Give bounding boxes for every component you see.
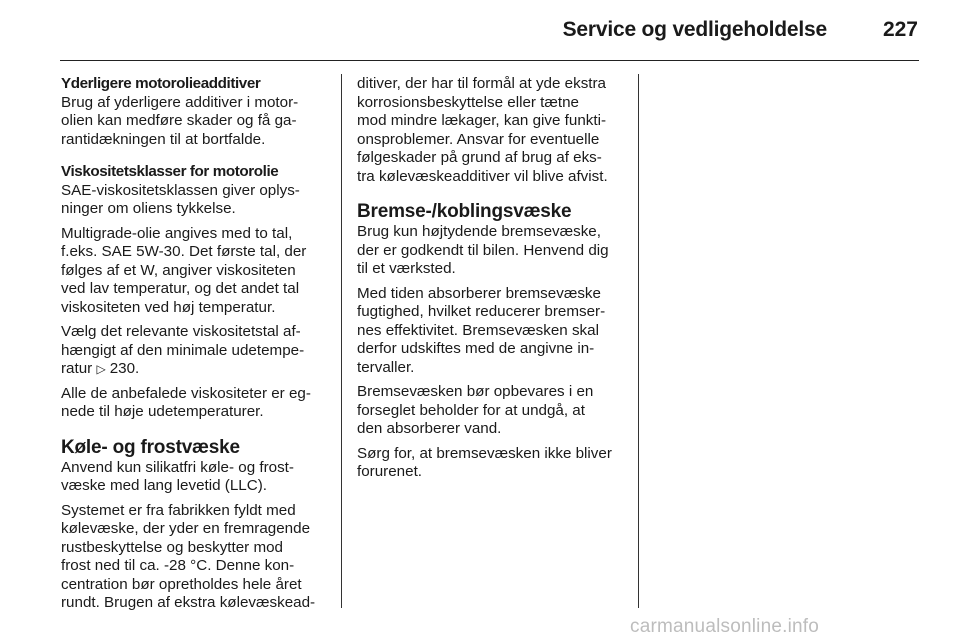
- text-line: onsproblemer. Ansvar for eventuelle: [357, 130, 600, 148]
- brake-paragraph-1: [357, 223, 629, 279]
- text-line: tra kølevæskeadditiver vil blive afvist.: [357, 167, 608, 185]
- watermark: carmanualsonline.info: [630, 616, 820, 637]
- coolant-paragraph-2: [61, 502, 339, 613]
- text-line: f.eks. SAE 5W-30. Det første tal, der: [61, 243, 307, 260]
- page-number: 227: [882, 18, 918, 41]
- section-title: Service og vedligeholdelse: [562, 18, 827, 41]
- text-line: Sørg for, at bremsevæsken ikke bliver: [357, 444, 612, 462]
- viscosity-paragraph-1: [61, 163, 339, 219]
- text-line: hængigt af den minimale udetempe-: [61, 341, 305, 359]
- text-line: derfor udskiftes med de angivne in-: [357, 340, 595, 357]
- brake-paragraph-2: [357, 285, 629, 378]
- coolant-paragraph-1: [61, 459, 339, 496]
- text-line: væske med lang levetid (LLC).: [61, 477, 267, 494]
- text-line: Brug af yderligere additiver i motor-: [61, 93, 299, 111]
- text-line: mod mindre lækager, kan give funkti-: [357, 112, 607, 129]
- brake-fluid-heading: Bremse-/koblingsvæske: [357, 201, 572, 222]
- text-fragment: ratur: [61, 360, 93, 377]
- text-line: olien kan medføre skader og få ga-: [61, 112, 297, 129]
- text-column-2: [357, 75, 629, 488]
- text-line: nes effektivitet. Bremsevæsken skal: [357, 321, 599, 339]
- column-divider-2: [638, 74, 639, 608]
- text-line: SAE-viskositetsklassen giver oplys-: [61, 181, 300, 199]
- text-line: følges af et W, angiver viskositeten: [61, 261, 296, 279]
- arrow-reference-icon[interactable]: ▷: [96, 362, 106, 376]
- header-divider: [60, 60, 919, 61]
- text-line: forurenet.: [357, 463, 423, 480]
- text-line: den absorberer vand.: [357, 420, 502, 437]
- text-column-1: [61, 75, 339, 619]
- text-line: Bremsevæsken bør opbevares i en: [357, 383, 594, 400]
- text-line: til et værksted.: [357, 260, 456, 277]
- text-line: Brug kun højtydende bremsevæske,: [357, 223, 601, 240]
- text-line: rustbeskyttelse og beskytter mod: [61, 538, 284, 556]
- viscosity-paragraph-3: [61, 323, 339, 379]
- text-line: centration bør opretholdes hele året: [61, 575, 302, 593]
- text-line: rundt. Brugen af ekstra kølevæskead-: [61, 594, 316, 611]
- brake-paragraph-3: [357, 383, 629, 439]
- text-line: frost ned til ca. -28 °C. Denne kon-: [61, 557, 295, 574]
- text-line: Vælg det relevante viskositetstal af-: [61, 323, 301, 340]
- text-line: ved lav temperatur, og det andet tal: [61, 280, 300, 297]
- text-line: Multigrade-olie angives med to tal,: [61, 224, 293, 242]
- text-line: Anvend kun silikatfri køle- og frost-: [61, 458, 294, 476]
- text-line: Med tiden absorberer bremsevæske: [357, 284, 601, 302]
- text-line: [61, 360, 339, 379]
- text-line: kølevæske, der yder en fremragende: [61, 520, 311, 537]
- viscosity-heading: Viskositetsklasser for motorolie: [61, 163, 279, 180]
- viscosity-paragraph-2: [61, 225, 339, 318]
- text-line: følgeskader på grund af brug af eks-: [357, 149, 602, 166]
- coolant-continuation: [357, 75, 629, 186]
- coolant-heading: Køle- og frostvæske: [61, 436, 240, 458]
- page-reference[interactable]: 230.: [109, 360, 140, 377]
- viscosity-paragraph-4: [61, 385, 339, 422]
- text-line: rantidækningen til at bortfalde.: [61, 130, 266, 148]
- additives-heading: Yderligere motorolieadditiver: [61, 75, 261, 92]
- column-divider-1: [341, 74, 342, 608]
- text-line: viskositeten ved høj temperatur.: [61, 298, 276, 316]
- additives-paragraph: [61, 75, 339, 149]
- text-line: fugtighed, hvilket reducerer bremser-: [357, 303, 606, 320]
- brake-paragraph-4: [357, 445, 629, 482]
- text-line: Alle de anbefalede viskositeter er eg-: [61, 384, 311, 402]
- text-line: ninger om oliens tykkelse.: [61, 200, 236, 217]
- text-line: tervaller.: [357, 358, 415, 376]
- text-line: forseglet beholder for at undgå, at: [357, 401, 585, 419]
- text-line: nede til høje udetemperaturer.: [61, 403, 264, 420]
- text-line: korrosionsbeskyttelse eller tætne: [357, 93, 580, 111]
- text-line: der er godkendt til bilen. Henvend dig: [357, 241, 609, 259]
- text-line: ditiver, der har til formål at yde ekstra: [357, 75, 607, 92]
- text-line: Systemet er fra fabrikken fyldt med: [61, 501, 296, 519]
